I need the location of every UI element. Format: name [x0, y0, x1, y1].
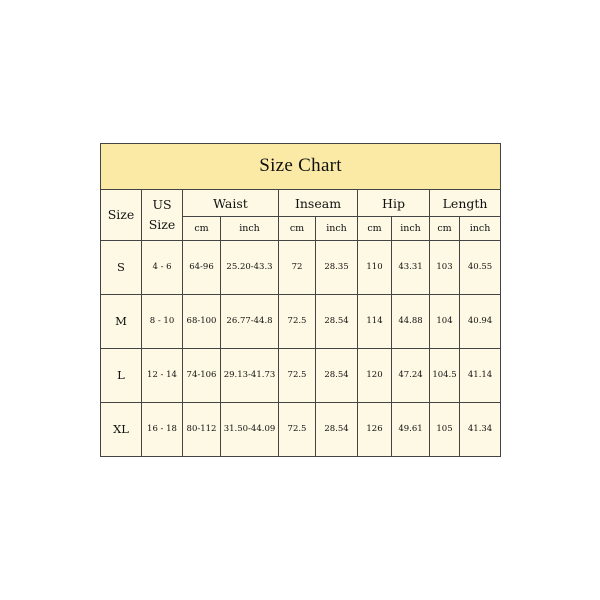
hip-inch-unit: inch: [392, 217, 430, 240]
inseam-inch-unit: inch: [316, 217, 358, 240]
length-header: Length: [430, 189, 501, 217]
table-row: [101, 294, 501, 348]
size-label: XL: [101, 402, 142, 456]
us-size-value: 8 - 10: [142, 294, 183, 348]
hip-cm-value: 126: [358, 402, 392, 456]
hip-cm-value: 120: [358, 348, 392, 402]
size-label: L: [101, 348, 142, 402]
inseam-header: Inseam: [279, 189, 358, 217]
table-row: [101, 348, 501, 402]
waist-cm-value: 64-96: [183, 240, 221, 294]
inseam-inch-value: 28.54: [316, 348, 358, 402]
us-size-header-line1: US: [152, 196, 172, 212]
chart-title: Size Chart: [101, 144, 501, 190]
hip-inch-value: 49.61: [392, 402, 430, 456]
hip-cm-unit: cm: [358, 217, 392, 240]
hip-header: Hip: [358, 189, 430, 217]
inseam-cm-value: 72: [279, 240, 316, 294]
waist-inch-value: 26.77-44.8: [221, 294, 279, 348]
waist-inch-value: 25.20-43.3: [221, 240, 279, 294]
inseam-inch-value: 28.35: [316, 240, 358, 294]
title-row: [101, 144, 501, 190]
inseam-cm-unit: cm: [279, 217, 316, 240]
length-cm-value: 103: [430, 240, 460, 294]
waist-cm-unit: cm: [183, 217, 221, 240]
size-column-header: Size: [101, 189, 142, 240]
inseam-cm-value: 72.5: [279, 294, 316, 348]
length-cm-value: 104: [430, 294, 460, 348]
header-group-row: [101, 189, 501, 217]
table-row: [101, 402, 501, 456]
length-inch-value: 41.14: [460, 348, 501, 402]
waist-cm-value: 68-100: [183, 294, 221, 348]
length-cm-value: 104.5: [430, 348, 460, 402]
inseam-cm-value: 72.5: [279, 348, 316, 402]
inseam-inch-value: 28.54: [316, 402, 358, 456]
waist-cm-value: 80-112: [183, 402, 221, 456]
us-size-value: 4 - 6: [142, 240, 183, 294]
size-chart-table: [100, 143, 501, 457]
hip-inch-value: 47.24: [392, 348, 430, 402]
hip-inch-value: 44.88: [392, 294, 430, 348]
inseam-cm-value: 72.5: [279, 402, 316, 456]
table-row: [101, 240, 501, 294]
us-size-column-header: [142, 189, 183, 240]
size-label: S: [101, 240, 142, 294]
length-inch-value: 40.94: [460, 294, 501, 348]
waist-cm-value: 74-106: [183, 348, 221, 402]
us-size-value: 16 - 18: [142, 402, 183, 456]
length-cm-unit: cm: [430, 217, 460, 240]
us-size-value: 12 - 14: [142, 348, 183, 402]
waist-inch-value: 29.13-41.73: [221, 348, 279, 402]
waist-header: Waist: [183, 189, 279, 217]
us-size-header-line2: Size: [148, 216, 176, 232]
hip-inch-value: 43.31: [392, 240, 430, 294]
waist-inch-unit: inch: [221, 217, 279, 240]
size-label: M: [101, 294, 142, 348]
hip-cm-value: 114: [358, 294, 392, 348]
waist-inch-value: 31.50-44.09: [221, 402, 279, 456]
hip-cm-value: 110: [358, 240, 392, 294]
inseam-inch-value: 28.54: [316, 294, 358, 348]
length-inch-value: 40.55: [460, 240, 501, 294]
length-inch-unit: inch: [460, 217, 501, 240]
length-inch-value: 41.34: [460, 402, 501, 456]
length-cm-value: 105: [430, 402, 460, 456]
